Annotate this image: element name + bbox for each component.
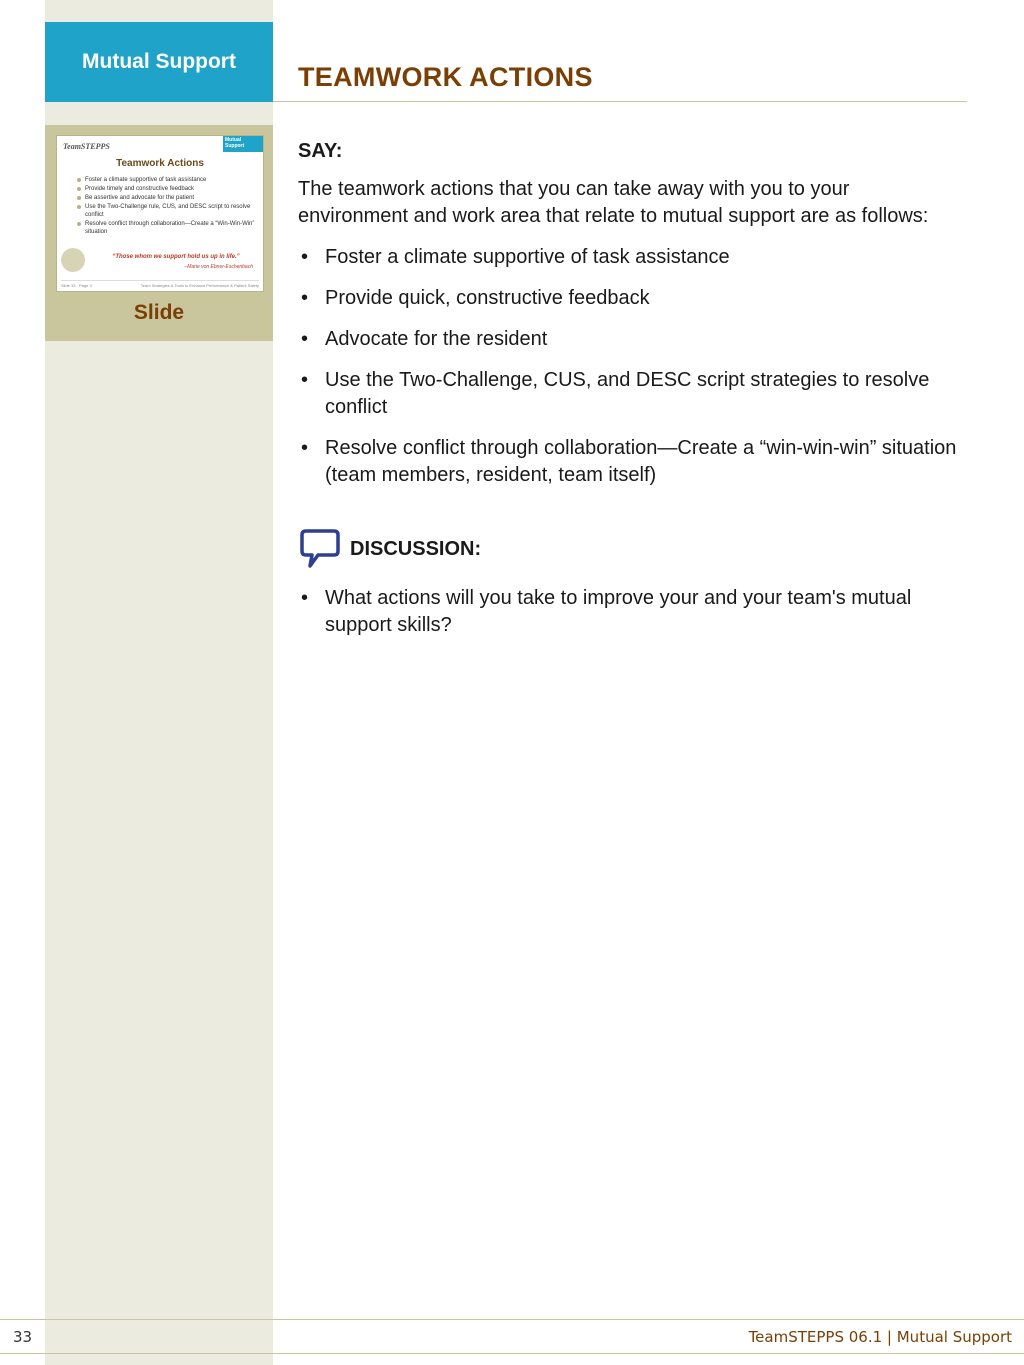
teamstepps-logo-icon — [61, 248, 85, 272]
main-content — [298, 138, 960, 653]
slide-thumbnail — [56, 135, 264, 292]
thumbnail-tab: Mutual Support — [223, 136, 263, 152]
title-divider — [273, 101, 967, 102]
thumbnail-list-item: Use the Two-Challenge rule, CUS, and DESC script to resolve conflict — [77, 203, 257, 219]
list-item: • Use the Two-Challenge, CUS, and DESC script strategies to resolve conflict — [298, 367, 960, 421]
say-label: SAY: — [298, 140, 343, 162]
thumbnail-footer-left: Slide 33 · Page 3 — [61, 283, 92, 288]
page-number: 33 — [13, 1328, 33, 1346]
section-tab — [45, 22, 273, 102]
list-item: • Advocate for the resident — [298, 326, 960, 353]
thumbnail-list-item: Provide timely and constructive feedback — [77, 185, 257, 193]
say-bullet-list — [298, 244, 960, 489]
thumbnail-brand: TeamSTEPPS — [63, 142, 110, 151]
discussion-bullet-list — [298, 585, 960, 639]
section-tab-label: Mutual Support — [82, 50, 236, 73]
discussion-heading — [298, 527, 960, 571]
thumbnail-quote: “Those whom we support hold us up in life.” — [112, 254, 240, 260]
footer-divider-bottom — [0, 1353, 1024, 1354]
list-item: • Provide quick, constructive feedback — [298, 285, 960, 312]
thumbnail-list — [77, 176, 257, 237]
list-item: • Resolve conflict through collaboration—Create a “win-win-win” situation (team members, resident, team itself) — [298, 435, 960, 489]
thumbnail-footer — [61, 280, 259, 288]
slide-box — [45, 125, 273, 341]
thumbnail-list-item: Be assertive and advocate for the patient — [77, 194, 257, 202]
slide-label: Slide — [133, 301, 185, 324]
thumbnail-title: Teamwork Actions — [116, 158, 204, 169]
footer-divider — [0, 1319, 1024, 1320]
discussion-label: DISCUSSION: — [350, 537, 482, 560]
thumbnail-list-item: Resolve conflict through collaboration—Create a “Win-Win-Win” situation — [77, 220, 257, 236]
footer-text: TeamSTEPPS 06.1 | Mutual Support — [748, 1328, 1012, 1346]
thumbnail-footer-right: Team Strategies & Tools to Enhance Performance & Patient Safety — [140, 283, 259, 288]
list-item: • What actions will you take to improve your and your team's mutual support skills? — [298, 585, 960, 639]
page-title: TEAMWORK ACTIONS — [298, 62, 593, 92]
thumbnail-quote-author: –Marie von Ebner-Eschenbach — [184, 264, 253, 270]
thumbnail-list-item: Foster a climate supportive of task assistance — [77, 176, 257, 184]
speech-bubble-icon — [298, 527, 342, 571]
list-item: • Foster a climate supportive of task assistance — [298, 244, 960, 271]
intro-paragraph: The teamwork actions that you can take away with you to your environment and work area that relate to mutual support are as follows: — [298, 178, 929, 227]
